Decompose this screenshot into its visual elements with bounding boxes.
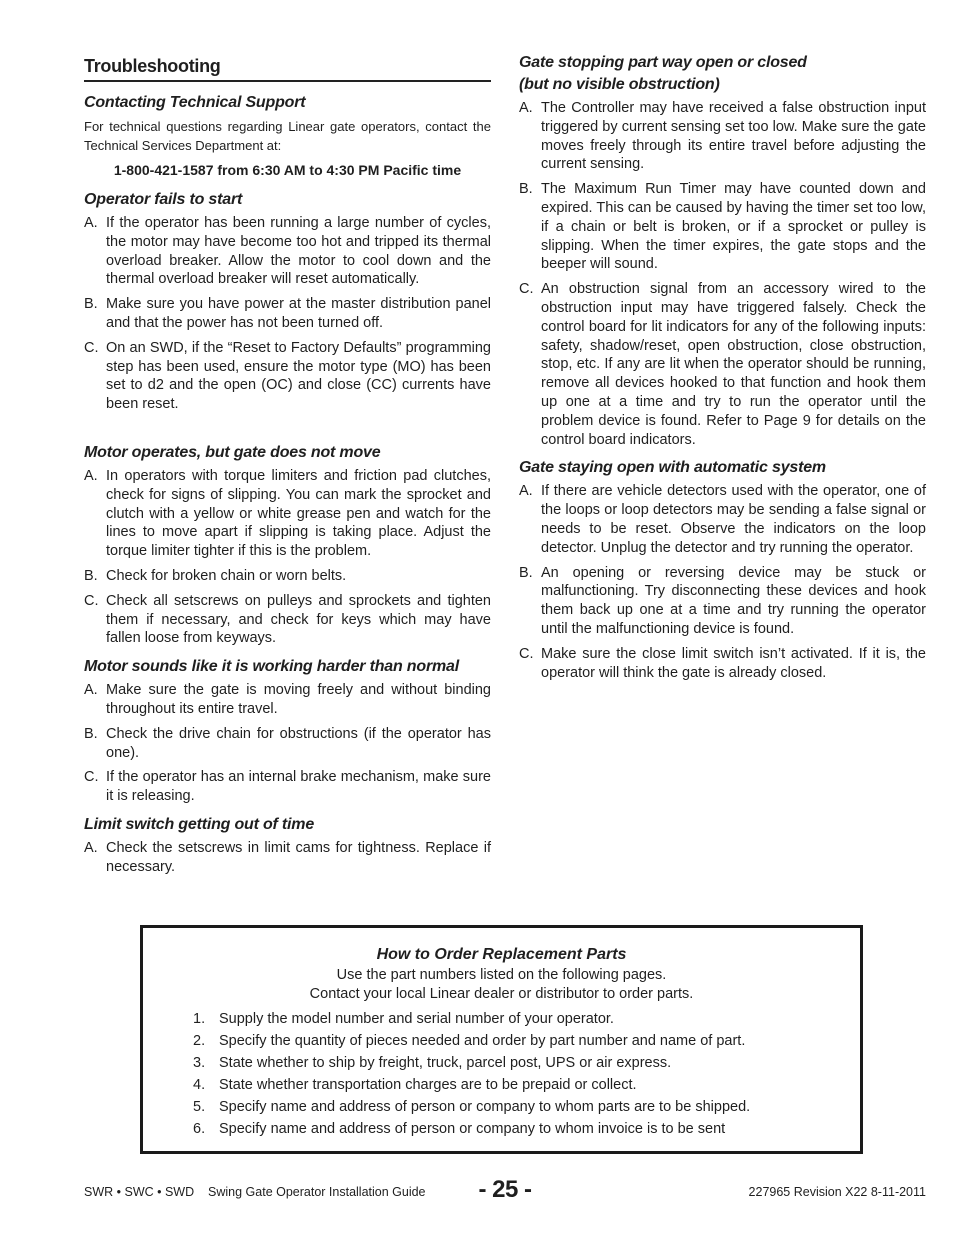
list-item <box>519 180 926 274</box>
item-letter: C. <box>84 339 99 356</box>
item-letter: A. <box>84 467 98 484</box>
step-text: State whether transportation charges are to be prepaid or collect. <box>219 1077 637 1093</box>
footer-revision: 227965 Revision X22 8-11-2011 <box>748 1185 926 1199</box>
section-title: Limit switch getting out of time <box>84 815 315 833</box>
order-step <box>193 1074 860 1096</box>
phone-number: 1-800-421-1587 from 6:30 AM to 4:30 PM Pacific time <box>113 162 462 178</box>
step-number: 2. <box>193 1033 206 1049</box>
right-column <box>519 52 926 690</box>
section-title-line1: Gate stopping part way open or closed <box>519 54 807 71</box>
item-letter: B. <box>519 181 533 198</box>
item-text: Check the setscrews in limit cams for tightness. Replace if necessary. <box>106 839 491 875</box>
order-step <box>193 1008 860 1030</box>
order-step <box>193 1118 860 1140</box>
list-item <box>84 339 491 414</box>
step-number: 5. <box>193 1099 206 1115</box>
list-item <box>519 99 926 174</box>
list-item <box>84 567 491 586</box>
contact-section-title: Contacting Technical Support <box>84 94 306 111</box>
step-text: Specify name and address of person or company to whom parts are to be shipped. <box>219 1099 751 1115</box>
list-item <box>519 280 926 449</box>
item-text: Check all setscrews on pulleys and sprockets and tighten them if necessary, and check for keys which may have fallen loose from keyways. <box>106 592 491 647</box>
order-step <box>193 1052 860 1074</box>
order-parts-box <box>140 925 863 1154</box>
order-box-line1: Use the part numbers listed on the following pages. <box>336 967 667 983</box>
item-text: The Maximum Run Timer may have counted down and expired. This can be caused by having the timer set too low, if a chain or belt is broken, or if a sprocket or pulley is slipping. When the timer expires, the gate stops and the beeper will sound. <box>541 181 926 273</box>
order-box-title: How to Order Replacement Parts <box>376 946 627 963</box>
item-text: An obstruction signal from an accessory wired to the obstruction input may have triggered falsely. Check the control board for lit indicators for any of the following inputs: safety, shadow/reset, open obstruction, close obstruction, stop, etc. If any are lit when the operator should be running, remove all devices hooked to that function and hook them up one at a time and try to run the operator until the problem device is found. Refer to Page 9 for details on the control board indicators. <box>541 281 926 448</box>
item-letter: C. <box>84 592 99 609</box>
step-text: State whether to ship by freight, truck, parcel post, UPS or air express. <box>219 1055 672 1071</box>
item-text: Check for broken chain or worn belts. <box>106 567 347 584</box>
item-letter: B. <box>84 725 98 742</box>
section-title: Motor sounds like it is working harder than normal <box>84 658 459 676</box>
section-title: Motor operates, but gate does not move <box>84 443 381 461</box>
list-item <box>84 214 491 289</box>
item-letter: B. <box>84 567 98 584</box>
item-text: If there are vehicle detectors used with the operator, one of the loops or loop detectors may be sending a false signal or needs to be reset. Observe the indicators on the loop detector. Unplug the detector and try running the operator. <box>541 483 926 556</box>
list-item <box>519 482 926 557</box>
item-letter: A. <box>84 215 98 231</box>
item-letter: A. <box>519 483 533 500</box>
item-letter: A. <box>84 682 98 699</box>
order-steps-list <box>143 1008 860 1140</box>
section-motor-sounds <box>84 656 491 806</box>
order-box-line2: Contact your local Linear dealer or distributor to order parts. <box>309 986 694 1002</box>
page-number: - 25 - <box>478 1176 532 1203</box>
list-item <box>84 725 491 763</box>
list-item <box>519 645 926 683</box>
footer-product-guide: SWR • SWC • SWD Swing Gate Operator Installation Guide <box>84 1185 426 1199</box>
step-number: 4. <box>193 1077 206 1093</box>
step-text: Specify name and address of person or company to whom invoice is to be sent <box>219 1121 726 1137</box>
item-letter: B. <box>84 296 98 313</box>
item-letter: C. <box>84 769 99 786</box>
contact-text: For technical questions regarding Linear gate operators, contact the Technical Services Department at: <box>84 119 491 153</box>
item-text: The Controller may have received a false obstruction input triggered by current sensing set too low. Make sure the gate moves freely through its entire travel before adjusting the current sensing. <box>541 100 926 173</box>
item-text: On an SWD, if the “Reset to Factory Defaults” programming step has been used, ensure the motor type (MO) has been set to d2 and the open (OC) and close (CC) currents have been reset. <box>106 339 491 413</box>
item-letter: B. <box>519 564 533 581</box>
item-letter: A. <box>84 839 98 856</box>
item-text: In operators with torque limiters and friction pad clutches, check for signs of slipping. You can mark the sprocket and clutch with a yellow or white grease pen and watch for the lines to move apart if slipping is taking place. Adjust the torque limiter tighter if this is the problem. <box>106 467 491 560</box>
section-operator-fails <box>84 189 491 414</box>
section-title: Gate staying open with automatic system <box>519 459 826 477</box>
order-step <box>193 1030 860 1052</box>
section-title-line2: (but no visible obstruction) <box>519 76 720 93</box>
item-text: Make sure the gate is moving freely and without binding throughout its entire travel. <box>106 682 491 717</box>
list-item <box>519 564 926 639</box>
contact-section <box>84 92 491 180</box>
section-title: Operator fails to start <box>84 191 243 208</box>
list-item <box>84 839 491 877</box>
order-step <box>193 1096 860 1118</box>
item-text: An opening or reversing device may be stuck or malfunctioning. Try disconnecting these devices and hook them back up one at a time and try running the operator until the malfunctioning device is found. <box>541 564 926 637</box>
section-title <box>519 52 926 96</box>
item-letter: A. <box>519 100 533 116</box>
list-item <box>84 768 491 806</box>
step-text: Supply the model number and serial number of your operator. <box>219 1011 614 1027</box>
list-item <box>84 681 491 719</box>
list-item <box>84 295 491 333</box>
step-text: Specify the quantity of pieces needed and order by part number and name of part. <box>219 1033 746 1049</box>
item-text: Check the drive chain for obstructions (if the operator has one). <box>106 725 491 761</box>
section-motor-operates <box>84 442 491 648</box>
item-letter: C. <box>519 281 534 298</box>
step-number: 6. <box>193 1121 206 1137</box>
page-title: Troubleshooting <box>84 52 491 82</box>
item-text: If the operator has an internal brake mechanism, make sure it is releasing. <box>106 769 491 805</box>
left-column <box>84 52 491 885</box>
item-text: If the operator has been running a large number of cycles, the motor may have become too hot and tripped its thermal overload breaker. Allow the motor to cool down and the thermal overload breaker will reset automatically. <box>106 215 491 288</box>
section-limit-switch <box>84 814 491 877</box>
section-gate-stopping <box>519 52 926 449</box>
list-item <box>84 592 491 648</box>
step-number: 3. <box>193 1055 206 1071</box>
item-letter: C. <box>519 645 534 662</box>
page-footer <box>84 1176 926 1206</box>
item-text: Make sure the close limit switch isn’t activated. If it is, the operator will think the gate is already closed. <box>541 645 926 681</box>
list-item <box>84 467 491 561</box>
step-number: 1. <box>193 1011 206 1027</box>
item-text: Make sure you have power at the master distribution panel and that the power has not been turned off. <box>106 296 491 331</box>
section-gate-staying-open <box>519 457 926 682</box>
